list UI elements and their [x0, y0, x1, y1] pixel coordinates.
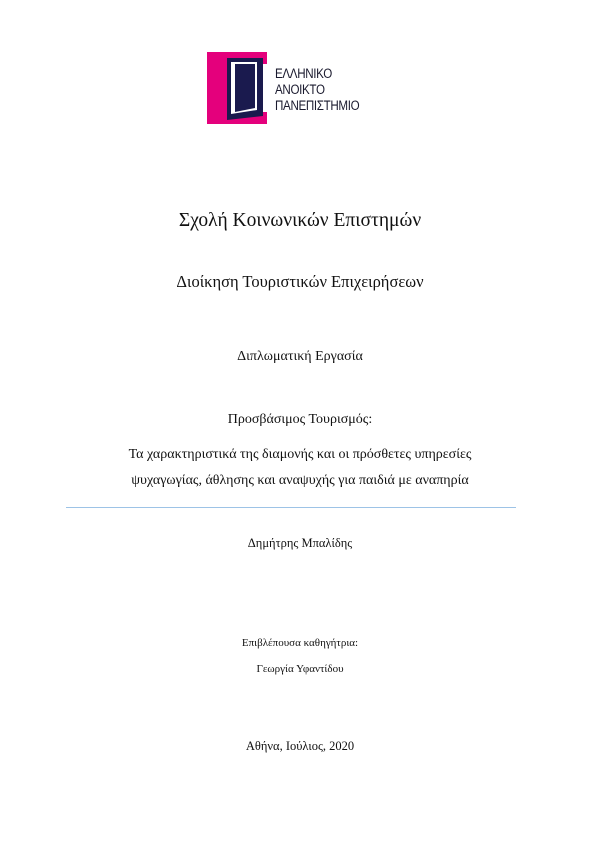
logo-line-1: ΕΛΛΗΝΙΚΟ	[275, 66, 332, 81]
thesis-title-line-3: ψυχαγωγίας, άθλησης και αναψυχής για παιδιά με αναπηρία	[131, 473, 469, 488]
document-type: Διπλωματική Εργασία	[237, 349, 363, 364]
department-name: Διοίκηση Τουριστικών Επιχειρήσεων	[176, 272, 424, 291]
school-name: Σχολή Κοινωνικών Επιστημών	[178, 210, 422, 231]
logo-line-3: ΠΑΝΕΠΙΣΤΗΜΙΟ	[275, 98, 360, 113]
thesis-title-line-2: Τα χαρακτηριστικά της διαμονής και οι πρόσθετες υπηρεσίες	[128, 447, 472, 462]
thesis-title-line-1: Προσβάσιμος Τουρισμός:	[227, 412, 373, 427]
supervisor-name: Γεωργία Υφαντίδου	[256, 663, 344, 675]
supervisor-label: Επιβλέπουσα καθηγήτρια:	[241, 637, 359, 649]
logo-line-2: ΑΝΟΙΚΤΟ	[275, 82, 325, 97]
university-emblem-icon	[205, 50, 275, 126]
university-name	[275, 66, 359, 114]
title-divider	[66, 507, 516, 508]
author-name: Δημήτρης Μπαλίδης	[247, 536, 353, 550]
university-logo	[205, 50, 385, 126]
place-date: Αθήνα, Ιούλιος, 2020	[245, 739, 355, 753]
